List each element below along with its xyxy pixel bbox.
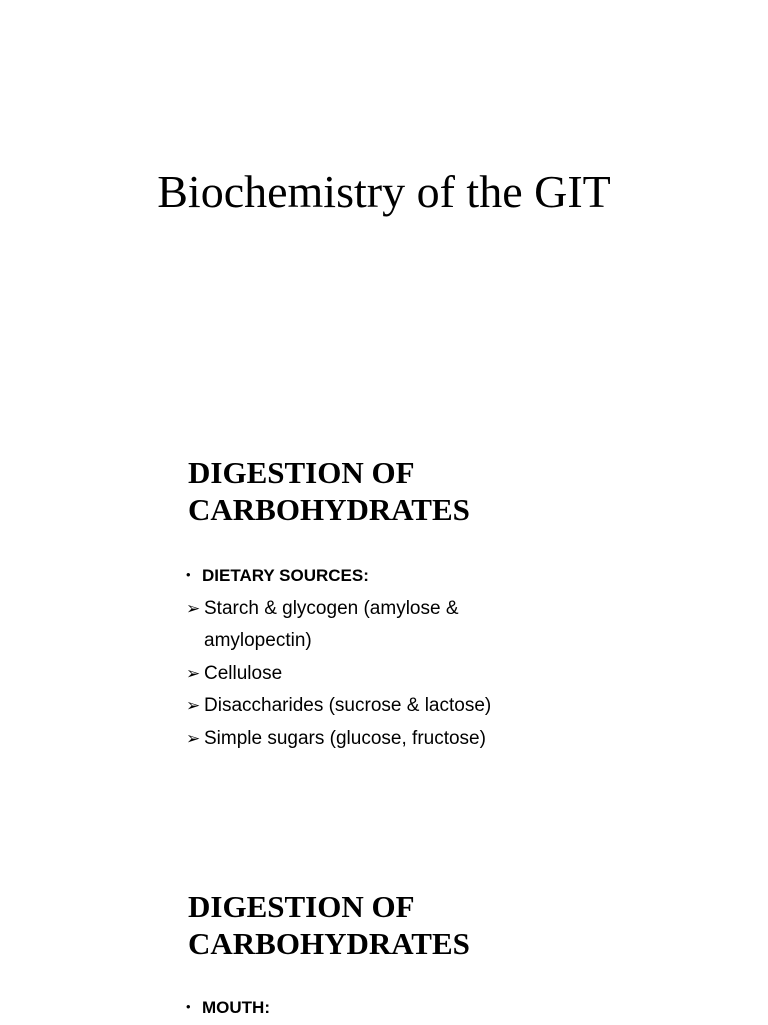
title-slide bbox=[0, 0, 768, 380]
list-item-text: Simple sugars (glucose, fructose) bbox=[204, 727, 486, 749]
list-item bbox=[186, 723, 491, 756]
slide-heading-line-2: CARBOHYDRATES bbox=[188, 492, 470, 527]
arrow-bullet-icon: ➢ bbox=[186, 696, 201, 715]
list-item-text: Cellulose bbox=[204, 662, 283, 684]
arrow-bullet-icon: ➢ bbox=[186, 728, 201, 748]
section-bullet bbox=[186, 991, 270, 1025]
slide-heading-line-2: CARBOHYDRATES bbox=[188, 926, 470, 961]
slide-heading bbox=[188, 888, 470, 962]
slide-heading bbox=[188, 454, 470, 528]
list-item bbox=[186, 690, 491, 723]
slide-heading-line-1: DIGESTION OF bbox=[188, 455, 415, 490]
section-label: MOUTH: bbox=[202, 998, 270, 1017]
bullet-list bbox=[186, 991, 270, 1025]
list-item-continuation bbox=[186, 625, 491, 658]
list-item-text: amylopectin) bbox=[204, 630, 312, 651]
arrow-bullet-icon: ➢ bbox=[186, 663, 201, 683]
slide-heading-line-1: DIGESTION OF bbox=[188, 889, 415, 924]
list-item bbox=[186, 593, 491, 626]
bullet-list bbox=[186, 559, 491, 755]
bullet-dot-icon: • bbox=[186, 567, 191, 582]
list-item-text: Disaccharides (sucrose & lactose) bbox=[204, 695, 492, 716]
bullet-dot-icon: • bbox=[186, 999, 191, 1014]
section-bullet bbox=[186, 559, 491, 593]
list-item bbox=[186, 658, 491, 691]
arrow-bullet-icon: ➢ bbox=[186, 598, 201, 618]
list-item-text: Starch & glycogen (amylose & bbox=[204, 597, 459, 619]
page-title: Biochemistry of the GIT bbox=[157, 166, 611, 217]
section-label: DIETARY SOURCES: bbox=[202, 566, 369, 585]
